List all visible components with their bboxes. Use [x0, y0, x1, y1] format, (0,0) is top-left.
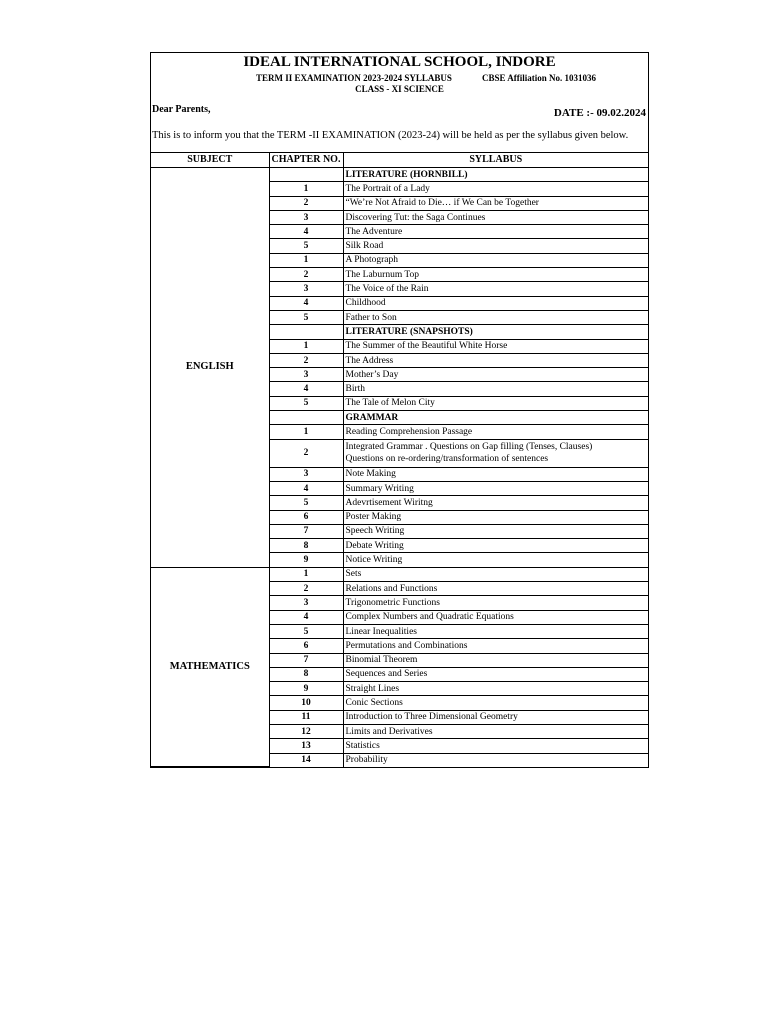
chapter-number: 11: [269, 710, 343, 724]
chapter-number: 3: [269, 596, 343, 610]
chapter-title: Speech Writing: [343, 524, 648, 538]
chapter-title: Mother’s Day: [343, 368, 648, 382]
chapter-title: Father to Son: [343, 310, 648, 324]
column-header-chapter: CHAPTER NO.: [269, 153, 343, 168]
chapter-title: Sequences and Series: [343, 667, 648, 681]
salutation: Dear Parents,: [152, 104, 211, 115]
column-header-syllabus: SYLLABUS: [343, 153, 648, 168]
chapter-title: Poster Making: [343, 510, 648, 524]
chapter-title-line: Integrated Grammar . Questions on Gap filling (Tenses, Clauses): [345, 441, 593, 452]
class-label: CLASS - XI SCIENCE: [355, 84, 444, 94]
chapter-title-line: Questions on re-ordering/transformation of sentences: [345, 454, 549, 465]
chapter-title: Binomial Theorem: [343, 653, 648, 667]
chapter-number: [269, 168, 343, 182]
column-header-subject: SUBJECT: [151, 153, 269, 168]
chapter-title: Birth: [343, 382, 648, 396]
chapter-title: Note Making: [343, 467, 648, 481]
chapter-number: 6: [269, 639, 343, 653]
section-heading: LITERATURE (SNAPSHOTS): [343, 325, 648, 339]
subject-name: MATHEMATICS: [151, 567, 269, 767]
chapter-number: 4: [269, 610, 343, 624]
chapter-number: 1: [269, 425, 343, 439]
syllabus-document: [150, 52, 649, 768]
table-row: [151, 567, 648, 581]
chapter-number: 1: [269, 339, 343, 353]
chapter-number: 4: [269, 382, 343, 396]
chapter-number: 9: [269, 682, 343, 696]
subject-name: ENGLISH: [151, 168, 269, 568]
section-heading: GRAMMAR: [343, 411, 648, 425]
school-name: IDEAL INTERNATIONAL SCHOOL, INDORE: [243, 54, 556, 70]
chapter-number: 5: [269, 396, 343, 410]
chapter-title: “We’re Not Afraid to Die… if We Can be Together: [343, 196, 648, 210]
notice-date: DATE :- 09.02.2024: [553, 107, 646, 119]
document-header: [151, 53, 648, 152]
chapter-number: 8: [269, 539, 343, 553]
chapter-number: 3: [269, 368, 343, 382]
chapter-number: 5: [269, 496, 343, 510]
chapter-title: Debate Writing: [343, 539, 648, 553]
chapter-title: Permutations and Combinations: [343, 639, 648, 653]
chapter-title: The Address: [343, 353, 648, 367]
chapter-title: Trigonometric Functions: [343, 596, 648, 610]
chapter-number: 3: [269, 467, 343, 481]
chapter-number: 4: [269, 225, 343, 239]
chapter-title: Probability: [343, 753, 648, 767]
chapter-number: 6: [269, 510, 343, 524]
chapter-title: Sets: [343, 567, 648, 581]
chapter-number: 9: [269, 553, 343, 567]
chapter-title: Complex Numbers and Quadratic Equations: [343, 610, 648, 624]
section-heading: LITERATURE (HORNBILL): [343, 168, 648, 182]
chapter-title: A Photograph: [343, 253, 648, 267]
chapter-number: 5: [269, 310, 343, 324]
chapter-number: 2: [269, 439, 343, 467]
chapter-number: 4: [269, 296, 343, 310]
chapter-number: 4: [269, 481, 343, 495]
chapter-title: [343, 439, 648, 467]
chapter-number: 14: [269, 753, 343, 767]
exam-title: TERM II EXAMINATION 2023-2024 SYLLABUS: [256, 73, 452, 83]
table-body: [151, 168, 648, 767]
chapter-title: The Tale of Melon City: [343, 396, 648, 410]
chapter-number: 1: [269, 253, 343, 267]
chapter-title: Statistics: [343, 739, 648, 753]
chapter-title: Discovering Tut: the Saga Continues: [343, 210, 648, 224]
chapter-title: Adevrtisement Wiritng: [343, 496, 648, 510]
table-header-row: [151, 153, 648, 168]
chapter-title: Childhood: [343, 296, 648, 310]
chapter-title: The Portrait of a Lady: [343, 182, 648, 196]
chapter-number: 1: [269, 182, 343, 196]
chapter-title: The Laburnum Top: [343, 268, 648, 282]
chapter-title: Linear Inequalities: [343, 624, 648, 638]
chapter-number: 13: [269, 739, 343, 753]
chapter-number: 2: [269, 582, 343, 596]
chapter-number: 3: [269, 282, 343, 296]
chapter-number: 2: [269, 268, 343, 282]
chapter-number: 5: [269, 239, 343, 253]
notice-text: This is to inform you that the TERM -II EXAMINATION (2023-24) will be held as per the syllabus given below.: [152, 130, 629, 141]
chapter-number: [269, 325, 343, 339]
chapter-number: [269, 411, 343, 425]
chapter-number: 1: [269, 567, 343, 581]
chapter-title: Silk Road: [343, 239, 648, 253]
chapter-title: The Voice of the Rain: [343, 282, 648, 296]
chapter-number: 7: [269, 524, 343, 538]
affiliation-number: CBSE Affiliation No. 1031036: [482, 73, 597, 83]
chapter-title: Summary Writing: [343, 481, 648, 495]
chapter-number: 5: [269, 624, 343, 638]
chapter-number: 8: [269, 667, 343, 681]
chapter-title: Notice Writing: [343, 553, 648, 567]
chapter-title: Straight Lines: [343, 682, 648, 696]
chapter-title: Conic Sections: [343, 696, 648, 710]
chapter-number: 12: [269, 724, 343, 738]
table-row: [151, 168, 648, 182]
chapter-number: 2: [269, 196, 343, 210]
chapter-title: The Summer of the Beautiful White Horse: [343, 339, 648, 353]
chapter-title: The Adventure: [343, 225, 648, 239]
chapter-number: 3: [269, 210, 343, 224]
syllabus-table: [151, 152, 648, 767]
chapter-number: 7: [269, 653, 343, 667]
chapter-number: 10: [269, 696, 343, 710]
chapter-title: Introduction to Three Dimensional Geometry: [343, 710, 648, 724]
chapter-title: Limits and Derivatives: [343, 724, 648, 738]
chapter-title: Reading Comprehension Passage: [343, 425, 648, 439]
chapter-title: Relations and Functions: [343, 582, 648, 596]
chapter-number: 2: [269, 353, 343, 367]
